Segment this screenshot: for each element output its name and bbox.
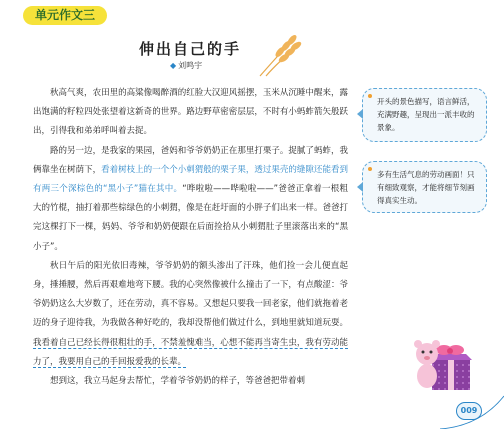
- wheat-icon: [256, 30, 302, 78]
- essay-body: [33, 84, 348, 391]
- note-pointer: [357, 109, 363, 119]
- author-line: [170, 60, 202, 71]
- gift-box-icon: [412, 320, 474, 392]
- margin-note: [362, 88, 487, 142]
- underlined-sentence: 我看着自己已经长得很粗壮的手，不禁羞愧难当，心想不能再当寄生虫，我有劳动能力了，我要用自己的手回报爱我的长辈。: [33, 337, 348, 367]
- highlighted-sentence: 看着树枝上的一个个小刺猬般的栗子果，透过果壳的缝隙还能看到有两三个深棕色的“黑小子”猫在其中。: [33, 164, 348, 195]
- author-name: 刘鸣宇: [178, 61, 203, 70]
- note-dot: [368, 167, 372, 171]
- page-number: 009: [456, 402, 482, 420]
- margin-note: [362, 161, 487, 213]
- paragraph-text: 秋日午后的阳光依旧毒辣，爷爷奶奶的额头渗出了汗珠，他们捡一会儿便直起身，捶捶腰，然后再艰难地弯下腰。我的心突然像被什么撞击了一下，有点酸涩：爷爷奶奶这么大岁数了，还在劳动，真不容易。又想起只要我一回老家，他们就拖着老迈的身子迎待我，为我做各种好吃的，我却没帮他们做过什么，到地里就知道玩耍。: [33, 260, 348, 329]
- paragraph-text: 想到这，我立马起身去帮忙，学着爷爷奶奶的样子，等爸爸把带着刺: [50, 376, 306, 387]
- unit-banner: 单元作文三: [23, 6, 107, 25]
- paragraph-text: 路的另一边，是我家的果园，爸妈和爷爷奶奶正在那里打栗子。捉腻了蚂蚱，我俩靠坐在树荫下，: [33, 145, 348, 175]
- paragraph-text: 秋高气爽，农田里的高粱像喝醉酒的红脸大汉迎风摇摆，玉米从沉睡中醒来，露出饱满的籽粒四处张望着这新奇的世界。路边野草密密层层，不时有小蚂蚱箭矢般跃出，引得我和弟弟呼叫着去捉。: [33, 88, 348, 137]
- essay-paragraph: [33, 257, 348, 372]
- diamond-icon: ◆: [170, 61, 177, 70]
- essay-paragraph: [33, 142, 348, 257]
- margin-note-text: 开头的景色描写，语言鲜活，充满野趣，呈现出一派丰收的景象。: [377, 97, 475, 132]
- essay-paragraph: [33, 372, 348, 391]
- essay-title: 伸出自己的手: [138, 40, 241, 58]
- paragraph-text: “哗啦啦——哗啦啦——”爸爸正拿着一根粗大的竹棍，抽打着那些棕绿色的小刺猬，像是在赶圩面的小胖子们出来一样。爸爸打完这棵打下一棵，妈妈、爷爷和奶奶便跟在后面捡拾从小刺猬肚子里滚落出来的“黑小子”。: [33, 184, 348, 252]
- essay-paragraph: [33, 84, 348, 142]
- note-dot: [368, 94, 372, 98]
- margin-note-text: 多有生活气息的劳动画面！只有细致观察，才能将细节刻画得真实生动。: [377, 170, 475, 205]
- note-pointer: [357, 182, 363, 192]
